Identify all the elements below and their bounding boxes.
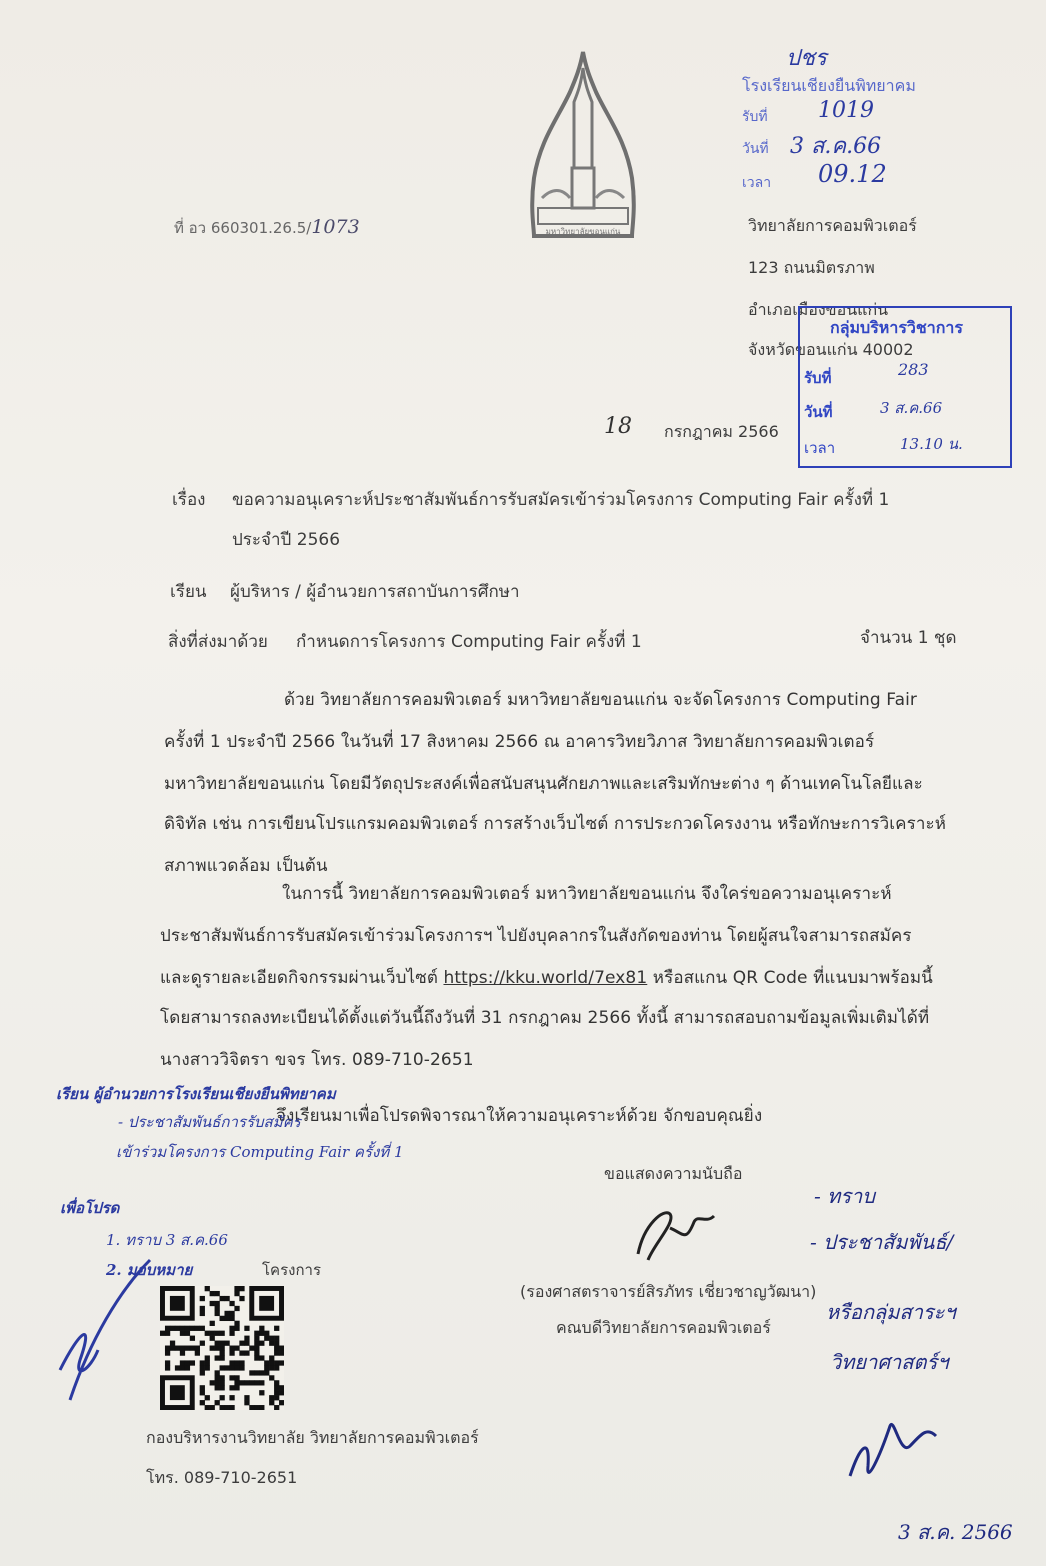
university-emblem [522,48,644,242]
stamp-initial: ปชร [786,46,827,71]
stamp-academic-time-label: เวลา [804,439,836,457]
right-signature-mark [840,1396,950,1496]
left-signature-mark [50,1250,160,1420]
annotation-right-line-2: - ประชาสัมพันธ์/ [810,1230,954,1254]
stamp-academic-date-value: 3 ส.ค.66 [880,399,943,417]
body-p2-line-4: โดยสามารถลงทะเบียนได้ตั้งแต่วันนี้ถึงวันที่ 31 กรกฎาคม 2566 ทั้งนี้ สามารถสอบถามข้อมูลเพิ่มเติมได้ที่ [160,1008,930,1028]
closing-regards: ขอแสดงความนับถือ [604,1164,743,1183]
body-p2-line-3 [160,964,933,991]
body-p1-line: มหาวิทยาลัยขอนแก่น โดยมีวัตถุประสงค์เพื่อสนับสนุนศักยภาพและเสริมทักษะต่าง ๆ ด้านเทคโนโลยีและ [164,774,923,794]
subject-line-2: ประจำปี 2566 [232,530,341,550]
annotation-left-line-2: - ประชาสัมพันธ์การรับสมัคร [118,1113,301,1131]
annotation-left-line-3: เข้าร่วมโครงการ Computing Fair ครั้งที่ 1 [116,1143,404,1161]
qr-code[interactable] [160,1286,284,1410]
annotation-left-line-6: 2. มอบหมาย [106,1261,193,1279]
address-line-3: อำเภอเมืองขอนแก่น [748,300,889,319]
stamp-academic-recv-label: รับที่ [804,369,832,387]
address-line-4: จังหวัดขอนแก่น 40002 [748,340,914,359]
doc-number-printed: ที่ อว 660301.26.5/ [174,219,312,237]
stamp-school-recv-value: 1019 [818,98,874,123]
signer-name: (รองศาสตราจารย์สิรภัทร เชี่ยวชาญวัฒนา) [520,1282,817,1301]
signer-position: คณบดีวิทยาลัยการคอมพิวเตอร์ [556,1318,771,1337]
doc-number [174,216,360,240]
attachment-qty: จำนวน 1 ชุด [860,628,957,648]
body-p1-line: ด้วย วิทยาลัยการคอมพิวเตอร์ มหาวิทยาลัยขอนแก่น จะจัดโครงการ Computing Fair [284,690,918,710]
annotation-right-line-1: - ทราบ [814,1184,875,1208]
annotation-right-line-4: วิทยาศาสตร์ฯ [830,1350,949,1374]
body-p1-line: ดิจิทัล เช่น การเขียนโปรแกรมคอมพิวเตอร์ การสร้างเว็บไซต์ การประกวดโครงงาน หรือทักษะการวิเคราะห์ [164,814,947,834]
stamp-school-time-value: 09.12 [818,160,887,188]
stamp-school-title: โรงเรียนเชียงยืนพิทยาคม [742,76,916,95]
annotation-right-date: 3 ส.ค. 2566 [898,1520,1013,1544]
annotation-left-line-1: เรียน ผู้อำนวยการโรงเรียนเชียงยืนพิทยาคม [56,1085,336,1103]
body-p1-line: สภาพแวดล้อม เป็นต้น [164,856,328,876]
emblem-caption: มหาวิทยาลัยขอนแก่น [545,227,621,236]
stamp-academic-date-label: วันที่ [804,403,833,421]
annotation-left-line-4: เพื่อโปรด [60,1199,120,1217]
body-p2-text-pre: และดูรายละเอียดกิจกรรมผ่านเว็บไซต์ [160,968,444,988]
stamp-academic-recv-value: 283 [898,360,929,379]
footer-office: กองบริหารงานวิทยาลัย วิทยาลัยการคอมพิวเตอร์ [146,1428,479,1447]
dean-signature [624,1194,724,1274]
footer-phone: โทร. 089-710-2651 [146,1468,298,1487]
to-label: เรียน [170,582,207,602]
stamp-school-date-value: 3 ส.ค.66 [790,134,882,159]
registration-link[interactable]: https://kku.world/7ex81 [443,968,648,988]
date-day: 18 [604,414,632,439]
attachment-label: สิ่งที่ส่งมาด้วย [168,632,268,652]
to-value: ผู้บริหาร / ผู้อำนวยการสถาบันการศึกษา [230,582,520,602]
body-p2-line-5: นางสาววิจิตรา ขจร โทร. 089-710-2651 [160,1050,474,1070]
address-line-2: 123 ถนนมิตรภาพ [748,258,875,277]
body-p2-line: ในการนี้ วิทยาลัยการคอมพิวเตอร์ มหาวิทยาลัยขอนแก่น จึงใคร่ขอความอนุเคราะห์ [282,884,892,904]
doc-number-handwritten: 1073 [311,216,360,238]
body-p3: จึงเรียนมาเพื่อโปรดพิจารณาให้ความอนุเคราะห์ด้วย จักขอบคุณยิ่ง [276,1106,763,1126]
attachment-value: กำหนดการโครงการ Computing Fair ครั้งที่ 1 [296,632,642,652]
qr-caption: โครงการ [262,1261,322,1279]
body-p2-line: ประชาสัมพันธ์การรับสมัครเข้าร่วมโครงการฯ ไปยังบุคลากรในสังกัดของท่าน โดยผู้สนใจสามารถสมัคร [160,926,912,946]
subject-label: เรื่อง [172,490,206,510]
stamp-school-time-label: เวลา [742,175,772,191]
annotation-left-line-5: 1. ทราบ 3 ส.ค.66 [106,1231,228,1249]
subject-line-1: ขอความอนุเคราะห์ประชาสัมพันธ์การรับสมัครเข้าร่วมโครงการ Computing Fair ครั้งที่ 1 [232,490,890,510]
stamp-academic-time-value: 13.10 น. [900,435,963,453]
academic-receive-stamp [798,306,1012,468]
body-p2-text-post: หรือสแกน QR Code ที่แนบมาพร้อมนี้ [647,968,933,988]
stamp-school-date-label: วันที่ [742,141,769,157]
annotation-right-line-3: หรือกลุ่มสาระฯ [826,1300,956,1324]
address-line-1: วิทยาลัยการคอมพิวเตอร์ [748,216,917,235]
stamp-school-recv-label: รับที่ [742,109,768,125]
stamp-academic-title: กลุ่มบริหารวิชาการ [830,318,964,337]
body-p1-line: ครั้งที่ 1 ประจำปี 2566 ในวันที่ 17 สิงหาคม 2566 ณ อาคารวิทยวิภาส วิทยาลัยการคอมพิวเตอร์ [164,732,875,752]
date-month-year: กรกฎาคม 2566 [664,422,779,441]
